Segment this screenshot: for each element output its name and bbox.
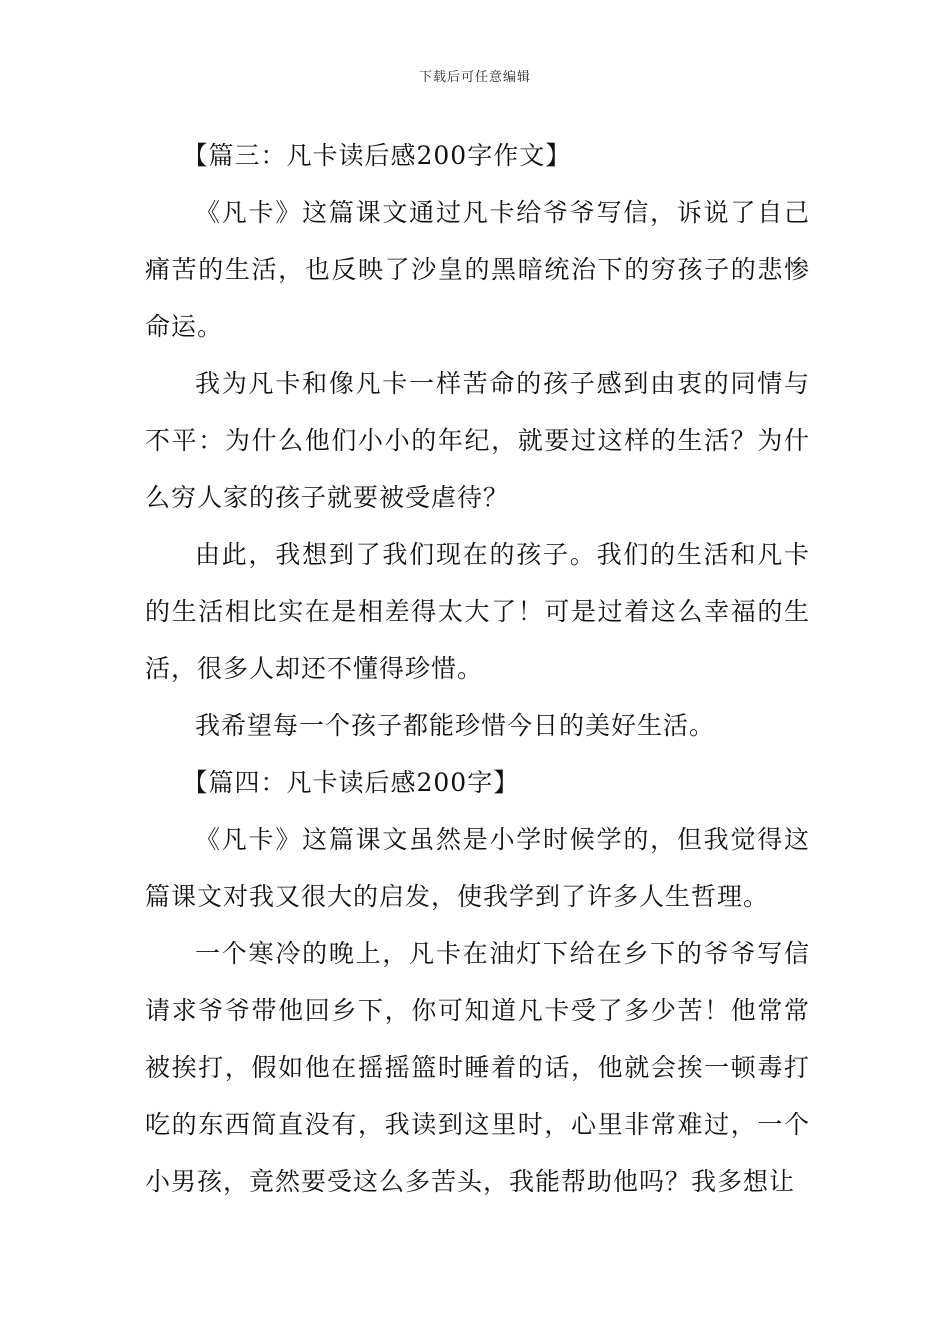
paragraph: 《凡卡》这篇课文通过凡卡给爷爷写信，诉说了自己痛苦的生活，也反映了沙皇的黑暗统治下的穷孩子的悲惨命运。 [145,198,810,341]
paragraph: 我为凡卡和像凡卡一样苦命的孩子感到由衷的同情与不平：为什么他们小小的年纪，就要过这样的生活？为什么穷人家的孩子就要被受虐待？ [145,369,810,512]
section-heading-4: 【篇四：凡卡读后感200字】 [182,768,520,797]
paragraph: 一个寒冷的晚上，凡卡在油灯下给在乡下的爷爷写信请求爷爷带他回乡下，你可知道凡卡受了多少苦！他常常被挨打，假如他在摇摇篮时睡着的话，他就会挨一顿毒打吃的东西简直没有，我读到这里时，心里非常难过，一个小男孩，竟然要受这么多苦头，我能帮助他吗？我多想让 [145,939,810,1196]
header-note: 下载后可任意编辑 [418,70,531,85]
document-body [145,127,810,1210]
paragraph: 由此，我想到了我们现在的孩子。我们的生活和凡卡的生活相比实在是相差得太大了！可是过着这么幸福的生活，很多人却还不懂得珍惜。 [145,540,810,683]
paragraph: 《凡卡》这篇课文虽然是小学时候学的，但我觉得这篇课文对我又很大的启发，使我学到了许多人生哲理。 [145,825,810,911]
section-heading-3: 【篇三：凡卡读后感200字作文】 [182,141,572,170]
paragraph: 我希望每一个孩子都能珍惜今日的美好生活。 [195,711,716,740]
